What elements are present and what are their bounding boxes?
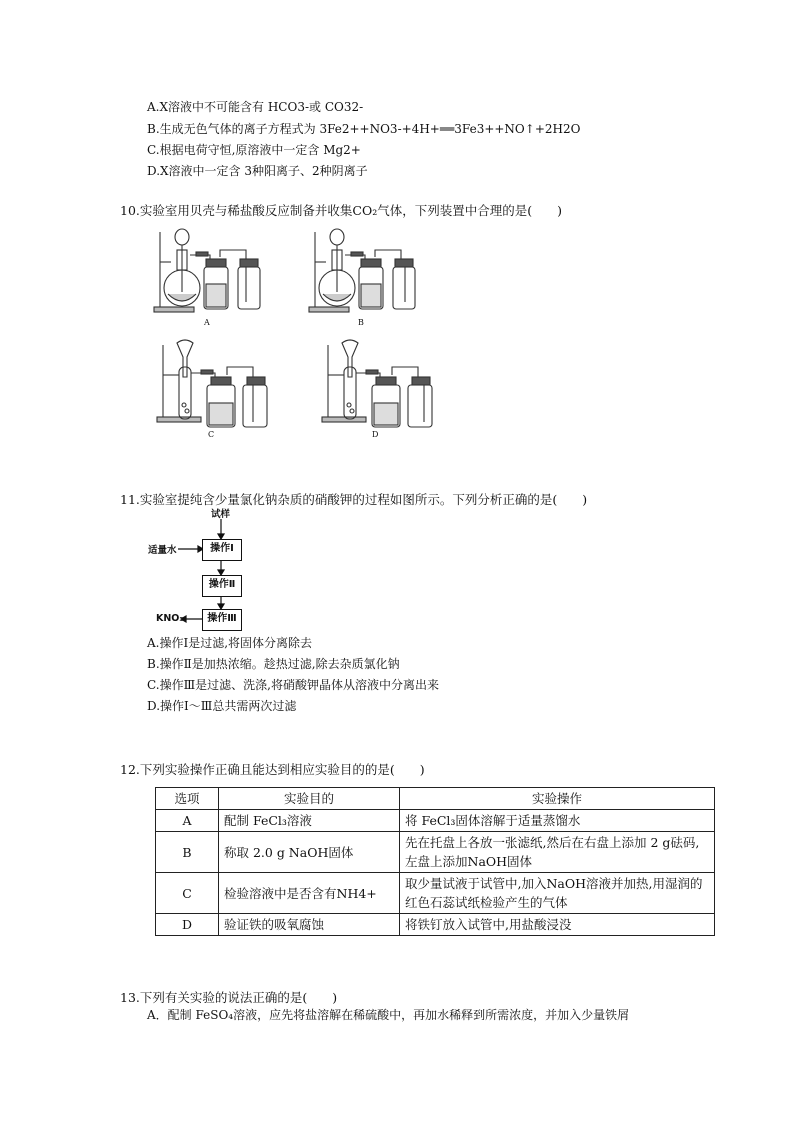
flowchart [140, 506, 280, 634]
apparatus-c [157, 340, 267, 427]
row-purpose: 称取 2.0 g NaOH固体 [219, 832, 400, 873]
q9-option-a: A.X溶液中不可能含有 HCO3-或 CO32- [147, 100, 364, 114]
flow-op3: 操作Ⅲ [202, 609, 242, 631]
q9-option-c: C.根据电荷守恒,原溶液中一定含 Mg2+ [147, 143, 361, 157]
q11-option-d: D.操作Ⅰ～Ⅲ总共需两次过滤 [147, 699, 297, 713]
row-operation: 将 FeCl₃固体溶解于适量蒸馏水 [400, 810, 715, 832]
q11-stem: 11.实验室提纯含少量氯化钠杂质的硝酸钾的过程如图所示。下列分析正确的是( ) [120, 492, 588, 507]
q11-option-a: A.操作Ⅰ是过滤,将固体分离除去 [147, 636, 313, 650]
flow-water: 适量水 [148, 545, 177, 556]
header-purpose: 实验目的 [219, 788, 400, 810]
header-operation: 实验操作 [400, 788, 715, 810]
table-row [156, 810, 715, 832]
q9-option-b: B.生成无色气体的离子方程式为 3Fe2++NO3-+4H+══3Fe3++NO↑+2H2O [147, 122, 581, 136]
apparatus-a [154, 229, 260, 312]
row-option: C [156, 873, 219, 914]
row-purpose: 配制 FeCl₃溶液 [219, 810, 400, 832]
label-c: C [208, 430, 215, 439]
table-row [156, 914, 715, 936]
q11-option-b: B.操作Ⅱ是加热浓缩。趁热过滤,除去杂质氯化钠 [147, 657, 400, 671]
q9-option-d: D.X溶液中一定含 3种阳离子、2种阴离子 [147, 164, 368, 178]
table-header-row [156, 788, 715, 810]
row-option: A [156, 810, 219, 832]
apparatus-figure [146, 222, 446, 447]
row-option: D [156, 914, 219, 936]
label-d: D [372, 430, 379, 439]
q12-table [155, 787, 715, 936]
flow-product: KNO₃ [156, 613, 184, 624]
row-operation: 将铁钉放入试管中,用盐酸浸没 [400, 914, 715, 936]
flow-op1: 操作Ⅰ [202, 539, 242, 561]
flow-sample: 试样 [211, 509, 231, 520]
q12-stem: 12.下列实验操作正确且能达到相应实验目的的是( ) [120, 762, 425, 777]
q13-option-a: A．配制 FeSO₄溶液，应先将盐溶解在稀硫酸中，再加水稀释到所需浓度，并加入少量铁屑 [147, 1008, 630, 1022]
q13-stem: 13.下列有关实验的说法正确的是( ) [120, 990, 338, 1005]
q11-option-c: C.操作Ⅲ是过滤、洗涤,将硝酸钾晶体从溶液中分离出来 [147, 678, 439, 692]
label-a: A [204, 318, 210, 327]
row-operation: 取少量试液于试管中,加入NaOH溶液并加热,用湿润的红色石蕊试纸检验产生的气体 [400, 873, 715, 914]
q10-stem: 10.实验室用贝壳与稀盐酸反应制备并收集CO₂气体，下列装置中合理的是( ) [120, 203, 562, 218]
label-b: B [358, 318, 364, 327]
apparatus-d [322, 340, 432, 427]
header-option: 选项 [156, 788, 219, 810]
row-purpose: 检验溶液中是否含有NH4+ [219, 873, 400, 914]
flow-op2: 操作Ⅱ [202, 575, 242, 597]
row-operation: 先在托盘上各放一张滤纸,然后在右盘上添加 2 g砝码,左盘上添加NaOH固体 [400, 832, 715, 873]
table-row [156, 873, 715, 914]
row-option: B [156, 832, 219, 873]
apparatus-b [309, 229, 415, 312]
table-row [156, 832, 715, 873]
row-purpose: 验证铁的吸氧腐蚀 [219, 914, 400, 936]
